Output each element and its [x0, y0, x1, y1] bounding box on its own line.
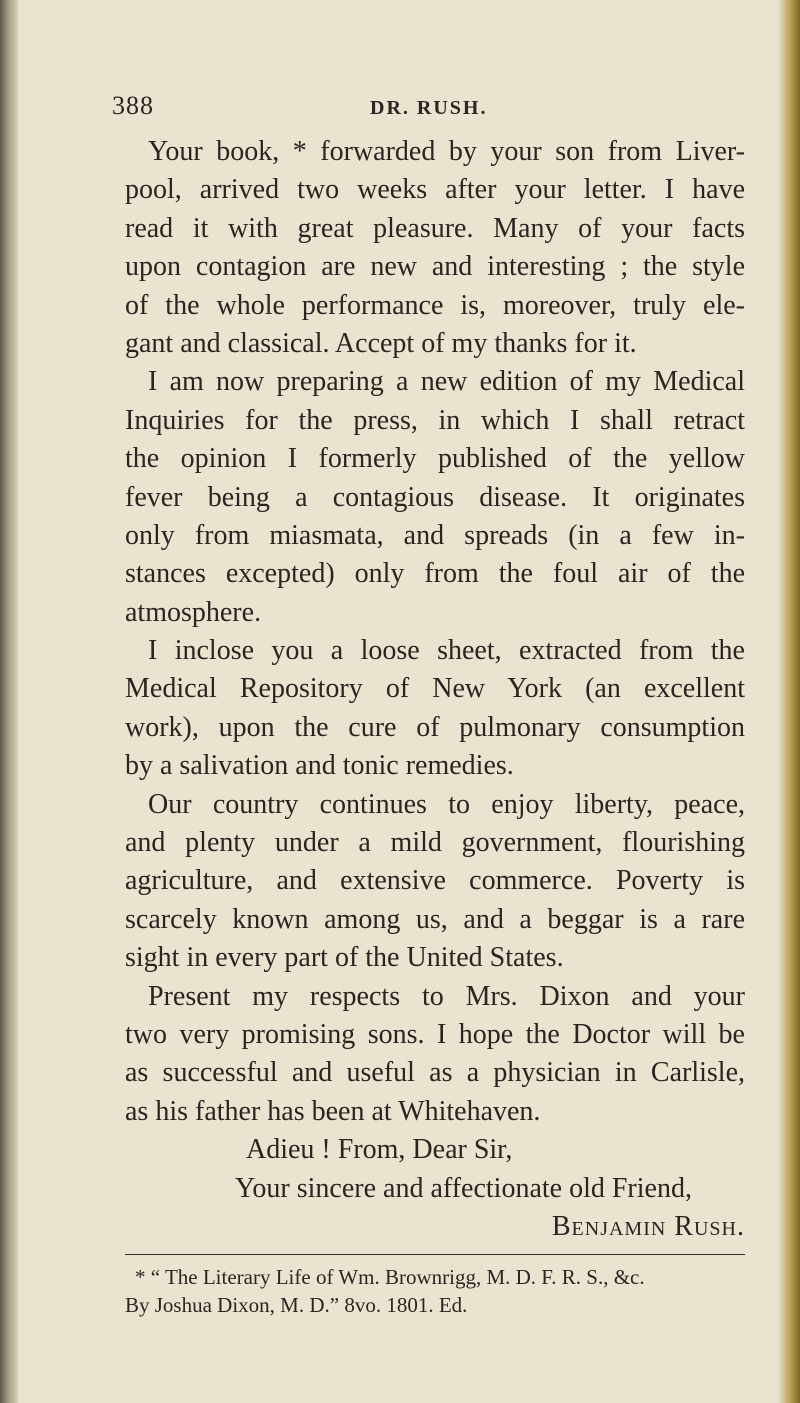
text-line: Adieu ! From, Dear Sir, — [246, 1134, 513, 1166]
text-line: I inclose you a loose sheet, extracted from the — [148, 635, 745, 667]
text-line: atmosphere. — [125, 596, 262, 628]
footnote-line: By Joshua Dixon, M. D.” 8vo. 1801. Ed. — [125, 1293, 468, 1318]
document-page — [60, 85, 745, 1319]
text-line: by a salivation and tonic remedies. — [125, 750, 514, 782]
footnote-rule — [125, 1254, 745, 1255]
text-line: work), upon the cure of pulmonary consumption — [125, 711, 745, 743]
text-line: pool, arrived two weeks after your letter. I have — [125, 174, 745, 206]
text-line: stances excepted) only from the foul air of the — [125, 558, 745, 590]
text-line: read it with great pleasure. Many of your facts — [125, 212, 745, 244]
text-line: of the whole performance is, moreover, truly ele- — [125, 289, 745, 321]
page-header — [60, 85, 745, 125]
text-line: Present my respects to Mrs. Dixon and your — [148, 980, 745, 1012]
text-line: upon contagion are new and interesting ; the style — [125, 251, 745, 283]
text-line: the opinion I formerly published of the yellow — [125, 443, 745, 475]
text-line: Inquiries for the press, in which I shall retract — [125, 404, 745, 436]
text-line: scarcely known among us, and a beggar is a rare — [125, 903, 745, 935]
text-line: as his father has been at Whitehaven. — [125, 1095, 541, 1127]
text-line: only from miasmata, and spreads (in a few in- — [125, 519, 745, 551]
page-left-edge-shadow — [0, 0, 18, 1403]
text-line: and plenty under a mild government, flourishing — [125, 827, 745, 859]
text-line: I am now preparing a new edition of my Medical — [148, 366, 745, 398]
text-line: Your book, * forwarded by your son from Liver- — [148, 136, 745, 167]
text-line: two very promising sons. I hope the Doctor will be — [125, 1018, 745, 1050]
letter-body — [60, 133, 745, 1246]
text-line: fever being a contagious disease. It originates — [125, 481, 745, 513]
footnote-line: * “ The Literary Life of Wm. Brownrigg, M. D. F. R. S., &c. — [135, 1265, 645, 1290]
text-line: Our country continues to enjoy liberty, peace, — [148, 788, 745, 820]
footnote — [60, 1263, 745, 1319]
running-head: DR. RUSH. — [370, 97, 488, 119]
text-line: as successful and useful as a physician in Carlisle, — [125, 1057, 745, 1089]
page-number: 388 — [112, 91, 154, 120]
text-line: agriculture, and extensive commerce. Poverty is — [125, 865, 745, 897]
text-line: Medical Repository of New York (an excellent — [125, 673, 745, 705]
text-line: Your sincere and affectionate old Friend, — [235, 1172, 692, 1204]
text-line: sight in every part of the United States. — [125, 942, 564, 974]
text-line: Benjamin Rush. — [551, 1210, 745, 1242]
text-line: gant and classical. Accept of my thanks for it. — [125, 327, 637, 359]
page-right-edge-stain — [778, 0, 800, 1403]
